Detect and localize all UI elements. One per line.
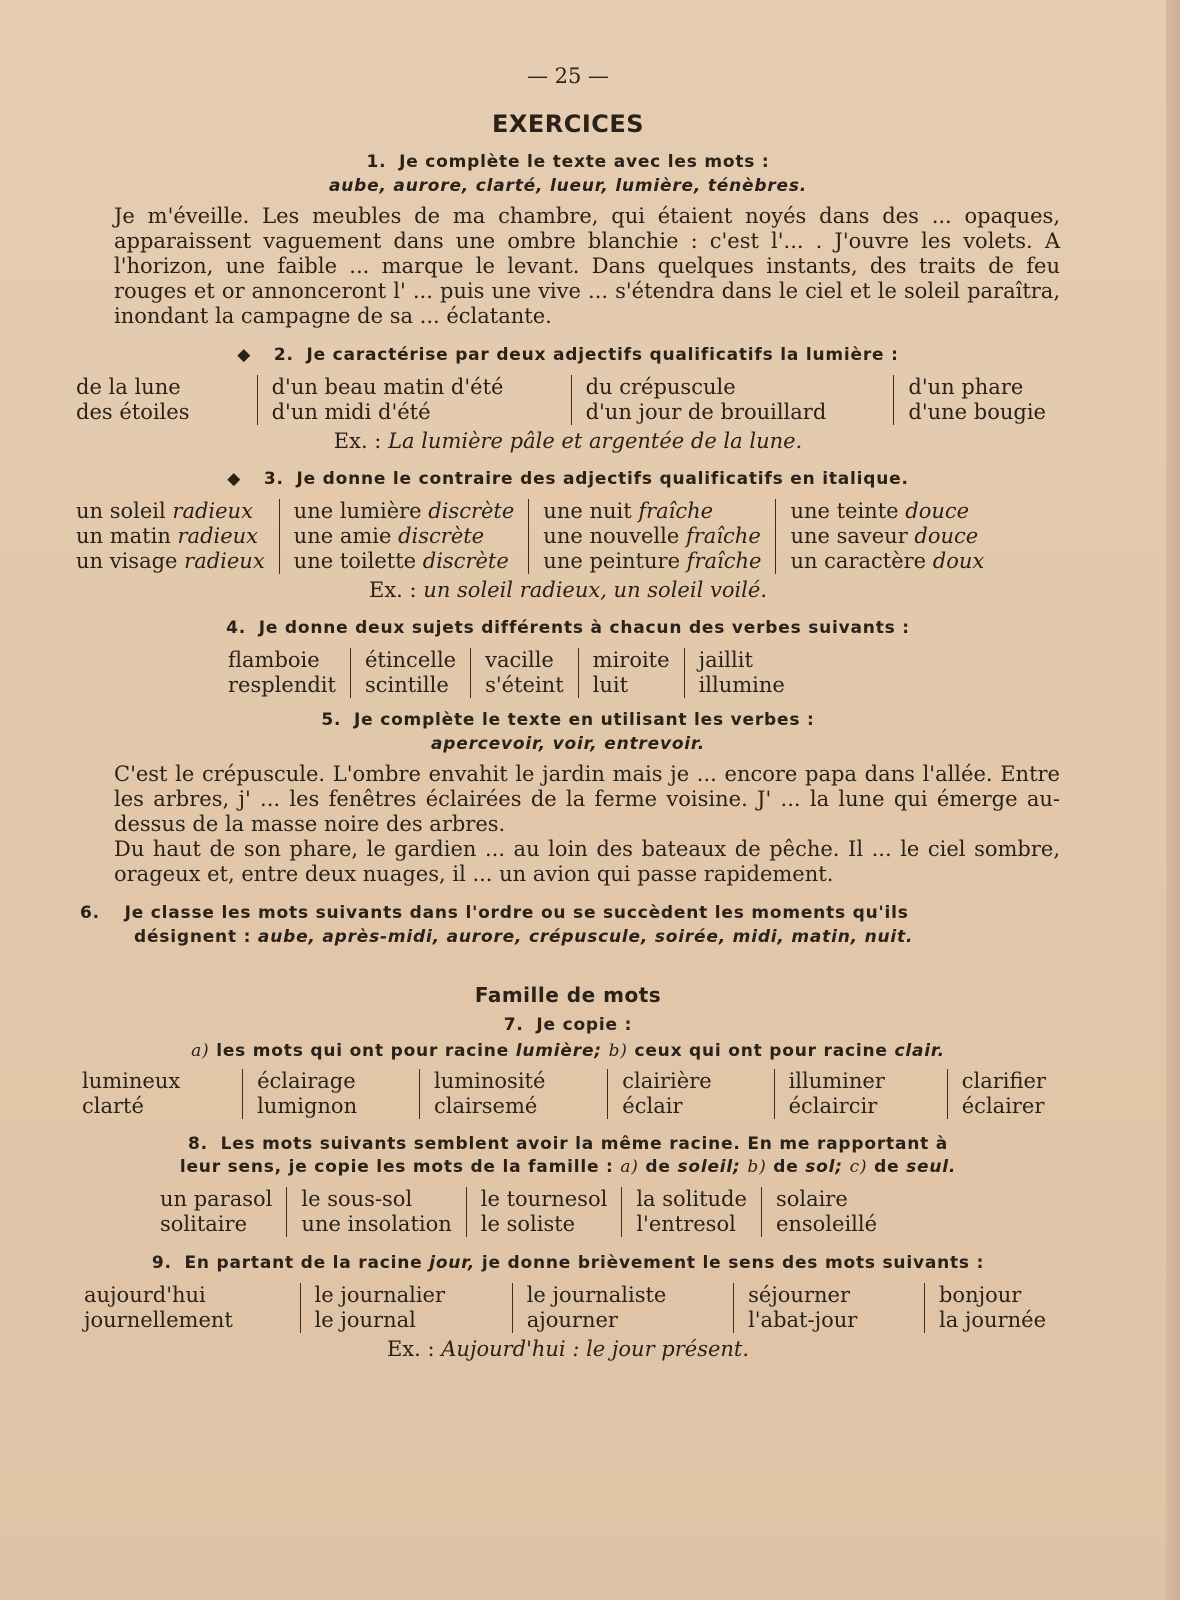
exercise-number: 9. <box>151 1253 172 1273</box>
word-column <box>924 1283 1060 1333</box>
word-column <box>470 648 578 698</box>
exercise-number: 2. <box>273 345 294 365</box>
word-item: éclairage <box>257 1069 356 1093</box>
word-item: de la lune <box>76 375 181 399</box>
noun-phrase: une lumière <box>293 499 429 523</box>
word-column <box>607 1069 725 1119</box>
word-item: bonjour <box>938 1283 1022 1307</box>
sub-label: a) <box>620 1157 639 1177</box>
example-text: un soleil radieux, un soleil voilé. <box>423 578 767 602</box>
exercise-instruction: Je classe les mots suivants dans l'ordre ou se succèdent les moments qu'ils <box>124 903 909 923</box>
word-item <box>790 549 984 574</box>
sub-text: de <box>645 1157 671 1177</box>
exercise-1-heading <box>76 150 1060 198</box>
word-column <box>76 375 203 425</box>
word-item <box>294 524 515 549</box>
exercise-3 <box>76 467 1060 602</box>
word-item: s'éteint <box>485 673 564 697</box>
diamond-icon: ◆ <box>227 469 242 489</box>
word-item <box>76 499 265 524</box>
sub-text: de <box>773 1157 799 1177</box>
word-column <box>82 1069 194 1119</box>
exercise-9-example <box>76 1337 1060 1361</box>
sub-text: de <box>874 1157 900 1177</box>
word-column <box>242 1069 371 1119</box>
word-column <box>893 375 1060 425</box>
exercise-number: 1. <box>366 152 387 172</box>
exercise-instruction-cont: leur sens, je copie les mots de la famille : <box>179 1157 614 1177</box>
sub-word: sol; <box>805 1157 843 1177</box>
exercise-9-columns <box>76 1283 1060 1333</box>
noun-phrase: une amie <box>293 524 399 548</box>
italic-adjective: douce <box>905 499 970 523</box>
word-item: scintille <box>364 673 449 697</box>
exercise-9-heading <box>76 1251 1060 1275</box>
sub-text: ceux qui ont pour racine <box>634 1041 888 1061</box>
word-column <box>733 1283 871 1333</box>
exercise-paragraph: C'est le crépuscule. L'ombre envahit le jardin mais je ... encore papa dans l'allée. Entre les arbres, j' ... les fenêtres éclairées de la ferme voisine. J' ... la lune qui émerge au-dessus de la masse noire des arbres. <box>114 762 1060 836</box>
exercise-5 <box>76 708 1060 887</box>
word-item: luit <box>592 673 629 697</box>
word-item: le journalier <box>314 1283 446 1307</box>
exercise-7 <box>76 1013 1060 1119</box>
italic-adjective: fraîche <box>686 549 762 573</box>
example-prefix: Ex. : <box>369 578 417 602</box>
exercise-word-list: aube, après-midi, aurore, crépuscule, soirée, midi, matin, nuit. <box>257 927 914 947</box>
word-item: le soliste <box>480 1212 576 1236</box>
word-item: solaire <box>775 1187 848 1211</box>
word-column <box>947 1069 1060 1119</box>
sub-text: les mots qui ont pour racine <box>216 1041 510 1061</box>
word-item: d'une bougie <box>908 400 1046 424</box>
word-item: l'entresol <box>636 1212 736 1236</box>
example-prefix: Ex. : <box>386 1337 435 1361</box>
word-item: des étoiles <box>76 400 190 424</box>
word-item: d'un phare <box>908 375 1024 399</box>
exercise-3-columns <box>76 499 1060 574</box>
word-item: le sous-sol <box>301 1187 413 1211</box>
word-column <box>286 1187 465 1237</box>
word-item <box>76 524 265 549</box>
exercise-4-heading <box>76 616 1060 640</box>
sub-word: jour, <box>429 1253 476 1273</box>
page-title: EXERCICES <box>491 110 645 138</box>
word-item: aujourd'hui <box>84 1283 206 1307</box>
word-item: le journaliste <box>526 1283 667 1307</box>
word-column <box>76 499 279 574</box>
noun-phrase: un soleil <box>76 499 173 523</box>
word-column <box>160 1187 286 1237</box>
italic-adjective: radieux <box>172 499 253 523</box>
word-item <box>294 549 515 574</box>
page-number: — 25 — <box>526 64 610 88</box>
italic-adjective: radieux <box>184 549 265 573</box>
word-item: le journal <box>314 1308 416 1332</box>
noun-phrase: un caractère <box>790 549 933 573</box>
word-item: journellement <box>84 1308 233 1332</box>
exercise-8-columns <box>76 1187 1060 1237</box>
exercise-instruction-cont <box>80 925 1060 949</box>
exercise-5-text <box>76 762 1060 887</box>
word-item <box>790 524 984 549</box>
exercise-3-heading <box>76 467 1060 491</box>
exercise-number: 3. <box>263 469 284 489</box>
exercise-8-heading <box>76 1133 1060 1179</box>
word-column <box>571 375 841 425</box>
exercise-instruction: Je caractérise par deux adjectifs qualificatifs la lumière : <box>306 345 899 365</box>
word-item: du crépuscule <box>585 375 736 399</box>
word-item: ajourner <box>526 1308 618 1332</box>
exercise-2 <box>76 343 1060 453</box>
italic-adjective: radieux <box>177 524 259 548</box>
section-subtitle: Famille de mots <box>474 983 662 1007</box>
exercise-instruction: Je donne le contraire des adjectifs qualificatifs en italique. <box>296 469 909 489</box>
exercise-8 <box>76 1133 1060 1237</box>
word-column <box>300 1283 459 1333</box>
exercise-instruction: Je donne deux sujets différents à chacun des verbes suivants : <box>258 618 910 638</box>
exercise-instruction: Je complète le texte avec les mots : <box>399 152 770 172</box>
word-item: la journée <box>938 1308 1046 1332</box>
exercise-number: 7. <box>503 1015 524 1035</box>
word-item: resplendit <box>228 673 336 697</box>
word-item: luminosité <box>434 1069 546 1093</box>
word-item <box>294 499 515 524</box>
word-column <box>350 648 470 698</box>
sub-label: c) <box>849 1157 868 1177</box>
exercise-2-columns <box>76 375 1060 425</box>
word-item: illumine <box>698 673 785 697</box>
word-column <box>466 1187 622 1237</box>
exercise-instruction: En partant de la racine <box>184 1253 423 1273</box>
italic-adjective: fraîche <box>685 524 761 548</box>
word-item: clarifier <box>961 1069 1046 1093</box>
word-column <box>621 1187 761 1237</box>
word-item: d'un jour de brouillard <box>585 400 827 424</box>
exercise-7-heading <box>76 1013 1060 1037</box>
exercise-5-heading <box>76 708 1060 756</box>
word-column <box>761 1187 891 1237</box>
word-item: éclair <box>622 1094 683 1118</box>
word-item <box>543 524 761 549</box>
example-prefix: Ex. : <box>333 429 382 453</box>
noun-phrase: un matin <box>76 524 178 548</box>
word-item: d'un midi d'été <box>271 400 431 424</box>
noun-phrase: une saveur <box>790 524 915 548</box>
exercise-number: 4. <box>226 618 246 638</box>
exercise-paragraph: Je m'éveille. Les meubles de ma chambre, qui étaient noyés dans des ... opaques, apparaissent vaguement dans une ombre blanchie : c'est l'... . J'ouvre les volets. A l'horizon, une faible ... marque le levant. Dans quelques instants, des traits de feu rouges et or annonceront l' ... puis une vive ... s'étendra dans le ciel et le soleil paraîtra, inondant la campagne de sa ... éclatante. <box>114 204 1060 328</box>
word-item: clairsemé <box>434 1094 538 1118</box>
diamond-icon: ◆ <box>237 345 252 365</box>
word-column <box>84 1283 247 1333</box>
exercise-3-example <box>76 578 1060 602</box>
sub-word: seul. <box>906 1157 957 1177</box>
exercise-instruction-end: désignent : <box>134 927 252 947</box>
exercise-7-columns <box>76 1069 1060 1119</box>
exercise-6 <box>76 901 1060 949</box>
word-item <box>543 549 761 574</box>
exercise-1 <box>76 150 1060 329</box>
exercise-instruction: Je copie : <box>536 1015 633 1035</box>
exercise-4 <box>76 616 1060 698</box>
exercise-number: 6. <box>80 903 100 923</box>
word-column <box>257 375 518 425</box>
exercise-instruction: Les mots suivants semblent avoir la même racine. En me rapportant à <box>220 1134 949 1154</box>
word-item: jaillit <box>698 648 753 672</box>
word-column <box>578 648 684 698</box>
word-item: étincelle <box>364 648 457 672</box>
word-item: le tournesol <box>480 1187 608 1211</box>
word-column <box>775 499 998 574</box>
noun-phrase: une toilette <box>293 549 423 573</box>
word-item: clairière <box>622 1069 712 1093</box>
exercise-1-text <box>76 204 1060 329</box>
word-item: lumignon <box>257 1094 358 1118</box>
noun-phrase: une teinte <box>790 499 906 523</box>
italic-adjective: fraîche <box>638 499 714 523</box>
exercise-word-list: aube, aurore, clarté, lueur, lumière, ténèbres. <box>328 176 808 196</box>
noun-phrase: une nouvelle <box>543 524 686 548</box>
word-column <box>279 499 529 574</box>
exercise-instruction: Je complète le texte en utilisant les verbes : <box>354 710 815 730</box>
sub-label: a) <box>191 1041 210 1061</box>
example-text: Aujourd'hui : le jour présent. <box>441 1337 750 1361</box>
italic-adjective: doux <box>932 549 985 573</box>
word-item: d'un beau matin d'été <box>271 375 504 399</box>
word-item <box>790 499 984 524</box>
sub-label: b) <box>608 1041 628 1061</box>
word-item: flamboie <box>228 648 320 672</box>
exercise-2-heading <box>76 343 1060 367</box>
word-item: miroite <box>592 648 670 672</box>
exercise-number: 8. <box>187 1134 208 1154</box>
word-item: l'abat-jour <box>748 1308 858 1332</box>
word-column <box>684 648 799 698</box>
word-item <box>543 499 761 524</box>
sub-label: b) <box>747 1157 767 1177</box>
noun-phrase: une peinture <box>543 549 687 573</box>
italic-adjective: douce <box>914 524 979 548</box>
exercise-7-subheading <box>76 1041 1060 1061</box>
sub-word: clair. <box>894 1041 945 1061</box>
sub-word: lumière; <box>515 1041 602 1061</box>
word-item: éclairer <box>961 1094 1045 1118</box>
word-column <box>419 1069 559 1119</box>
exercise-instruction-cont: je donne brièvement le sens des mots suivants : <box>481 1253 985 1273</box>
exercise-paragraph: Du haut de son phare, le gardien ... au loin des bateaux de pêche. Il ... le ciel sombre, orageux et, entre deux nuages, il ... un avion qui passe rapidement. <box>114 837 1060 886</box>
word-column <box>228 648 350 698</box>
word-column <box>774 1069 899 1119</box>
italic-adjective: discrète <box>428 499 515 523</box>
exercise-number: 5. <box>321 710 342 730</box>
exercise-9 <box>76 1251 1060 1361</box>
page-edge <box>1166 0 1180 1600</box>
word-item: un parasol <box>160 1187 273 1211</box>
word-item: clarté <box>82 1094 144 1118</box>
word-item <box>76 549 265 574</box>
noun-phrase: une nuit <box>543 499 639 523</box>
word-item: illuminer <box>788 1069 885 1093</box>
word-column <box>512 1283 681 1333</box>
word-item: éclaircir <box>788 1094 878 1118</box>
word-item: lumineux <box>82 1069 181 1093</box>
sub-word: soleil; <box>677 1157 741 1177</box>
word-item: séjourner <box>748 1283 850 1307</box>
italic-adjective: discrète <box>422 549 509 573</box>
word-item: une insolation <box>301 1212 452 1236</box>
exercise-6-heading <box>76 901 1060 949</box>
word-item: ensoleillé <box>775 1212 878 1236</box>
exercise-2-example <box>76 429 1060 453</box>
italic-adjective: discrète <box>398 524 485 548</box>
word-item: vacille <box>485 648 554 672</box>
exercise-word-list: apercevoir, voir, entrevoir. <box>431 734 705 754</box>
exercise-4-columns <box>76 648 1060 698</box>
word-item: la solitude <box>636 1187 747 1211</box>
noun-phrase: un visage <box>76 549 185 573</box>
word-item: solitaire <box>160 1212 247 1236</box>
example-text: La lumière pâle et argentée de la lune. <box>388 429 803 453</box>
word-column <box>528 499 775 574</box>
